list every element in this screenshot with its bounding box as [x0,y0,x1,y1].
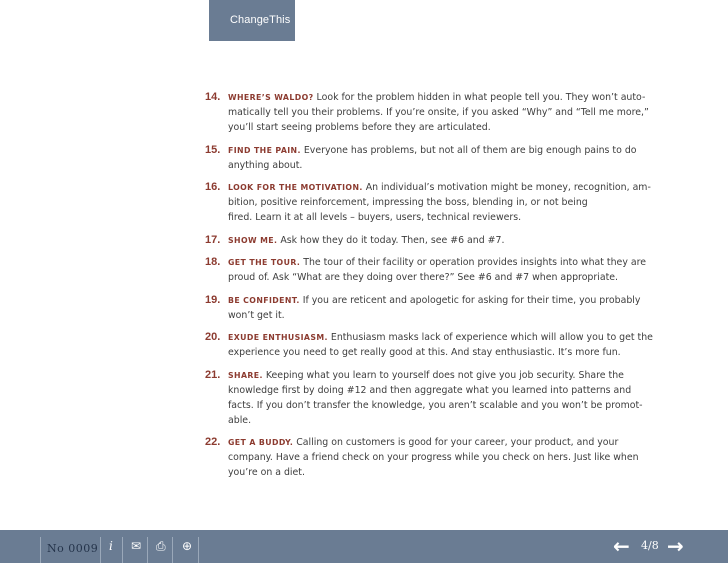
item-heading: WHERE’S WALDO? [228,93,314,102]
item-number: 17. [205,233,221,246]
item-number: 16. [205,181,221,193]
item-text: GET THE TOUR. The tour of their facility or operation provides insights into what they are proud of. Ask “What are they doing over there?” See #6 and #7 when appropriate. [228,257,647,283]
item-text: GET A BUDDY. Calling on customers is good for your career, your product, and your company. Have a friend check on your progress while you check on hers. Just like when you’re on a diet. [228,437,639,478]
item-number: 15. [205,143,221,156]
divider [100,537,101,563]
divider [147,537,148,563]
next-page-arrow-icon[interactable]: → [667,534,684,558]
item-heading: BE CONFIDENT. [228,295,300,305]
brand-tab [209,0,295,41]
list-item [205,435,667,480]
item-heading: SHARE. [228,370,263,380]
item-number: 14. [205,91,221,103]
brand-logo-text: ChangeThis [230,14,291,26]
previous-page-arrow-icon[interactable]: ← [613,534,630,558]
list-item [205,143,667,173]
issue-number: No 0009 [47,542,99,555]
item-heading: EXUDE ENTHUSIASM. [228,333,328,342]
item-number: 21. [205,368,221,381]
tips-list [205,90,667,488]
envelope-icon[interactable]: ✉ [131,539,142,553]
list-item [205,90,667,135]
item-text: LOOK FOR THE MOTIVATION. An individual’s motivation might be money, recognition, am- bition, positive reinforcement, impressing the boss, blending in, or not being fired. Learn it at all levels – buyers, users, technical reviewers. [228,182,651,223]
item-text: BE CONFIDENT. If you are reticent and apologetic for asking for their time, you probably won’t get it. [228,294,641,321]
item-heading: LOOK FOR THE MOTIVATION. [228,183,363,192]
list-item [205,330,667,360]
item-text: WHERE’S WALDO? Look for the problem hidden in what people tell you. They won’t auto- matically tell you their problems. If you’re onsite, if you asked “Why” and “Tell me more,” you’ll start seeing problems before they are articulated. [228,92,649,133]
info-icon[interactable]: i [109,539,113,553]
footer-toolbar [0,530,728,563]
item-text: SHOW ME. Ask how they do it today. Then, see #6 and #7. [228,234,505,246]
item-number: 18. [205,256,221,268]
item-number: 20. [205,331,221,343]
item-heading: SHOW ME. [228,235,278,245]
list-item [205,180,667,225]
item-heading: FIND THE PAIN. [228,145,301,155]
divider [40,537,41,563]
list-item [205,293,667,323]
divider [198,537,199,563]
item-number: 22. [205,436,221,448]
item-text: SHARE. Keeping what you learn to yourself does not give you job security. Share the knowledge first by doing #12 and then aggregate what you learned into patterns and facts. If you don’t transfer the knowledge, you aren’t scalable and you won’t be promot- able. [228,369,643,426]
page-indicator: 4/8 [641,539,659,552]
item-number: 19. [205,293,221,306]
print-icon[interactable]: ⎙ [156,539,166,553]
item-heading: GET A BUDDY. [228,438,294,447]
divider [172,537,173,563]
list-item [205,368,667,428]
item-text: EXUDE ENTHUSIASM. Enthusiasm masks lack of experience which will allow you to get the experience you need to get really good at this. And stay enthusiastic. It’s more fun. [228,332,653,358]
divider [122,537,123,563]
list-item [205,255,667,285]
list-item [205,233,667,248]
item-heading: GET THE TOUR. [228,258,301,267]
item-text: FIND THE PAIN. Everyone has problems, but not all of them are big enough pains to do anything about. [228,144,637,171]
zoom-icon[interactable]: ⊕ [182,539,193,553]
